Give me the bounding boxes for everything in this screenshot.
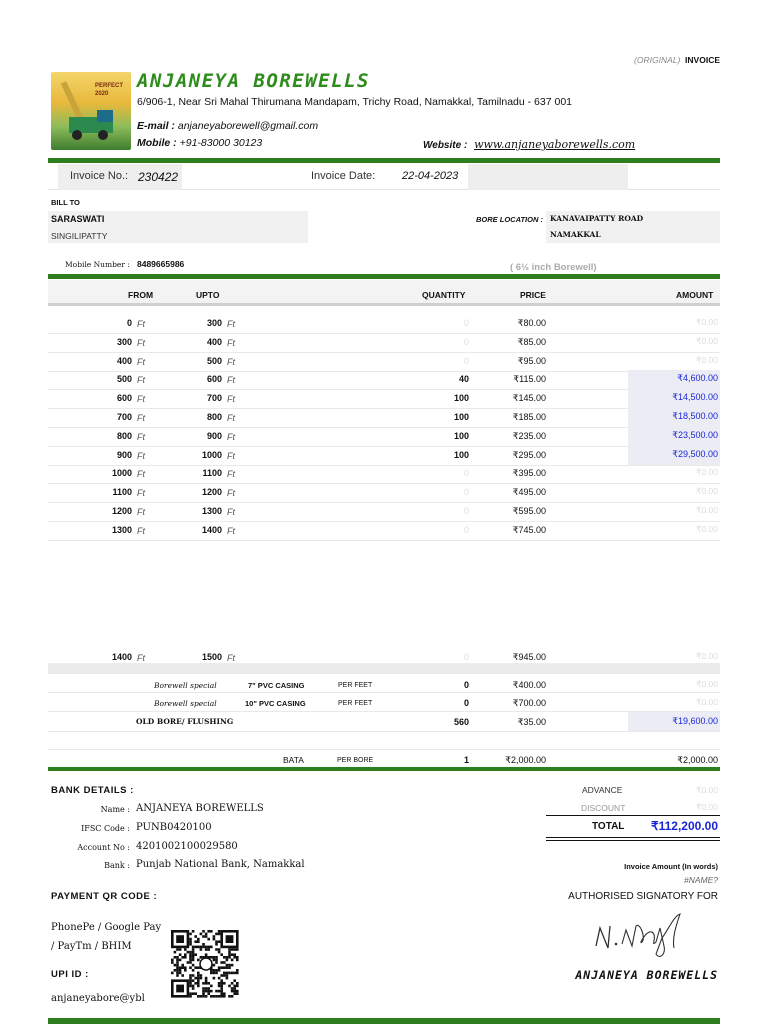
payment-apps-line1: PhonePe / Google Pay [51, 922, 162, 933]
row-11-qty: 0 [463, 525, 469, 535]
payment-apps-line2: / PayTm / BHIM [51, 941, 132, 952]
invoice-info-row [48, 164, 720, 190]
casing-1-per: PER FEET [338, 682, 373, 689]
row-8-price: ₹395.00 [512, 468, 546, 478]
row-7-upto: 1000 [201, 450, 222, 460]
casing-1-amount: ₹0.00 [696, 679, 718, 689]
row-0-price: ₹80.00 [517, 318, 546, 328]
invoice-type-label [560, 55, 720, 65]
row-1-unit: Ft [137, 338, 145, 348]
last-row-from: 1400 [111, 652, 132, 662]
row-1-unit: Ft [227, 338, 235, 348]
row-3-qty: 40 [458, 374, 469, 384]
bank-details-title: BANK DETAILS : [51, 785, 134, 796]
row-10-upto: 1300 [201, 506, 222, 516]
row-10-price: ₹595.00 [512, 506, 546, 516]
advance-value: ₹0.00 [696, 785, 718, 795]
row-6-from: 800 [116, 431, 132, 441]
authorised-signatory-label: AUTHORISED SIGNATORY FOR [568, 891, 718, 902]
row-11-upto: 1400 [201, 525, 222, 535]
casing-2-item: 10" PVC CASING [245, 699, 306, 708]
row-4-upto: 700 [206, 393, 222, 403]
row-9-qty: 0 [463, 487, 469, 497]
row-7-qty: 100 [453, 450, 469, 460]
mobile-label: Mobile : [137, 137, 177, 149]
row-4-price: ₹145.00 [512, 393, 546, 403]
row-9-amount: ₹0.00 [696, 486, 718, 496]
row-6-unit: Ft [137, 432, 145, 442]
row-7-price: ₹295.00 [512, 450, 546, 460]
row-11-from: 1300 [111, 525, 132, 535]
row-2-amount: ₹0.00 [696, 355, 718, 365]
casing-1-price: ₹400.00 [512, 680, 546, 690]
row-2-upto: 500 [206, 356, 222, 366]
row-3-unit: Ft [227, 375, 235, 385]
website-link[interactable]: www.anjaneyaborewells.com [474, 138, 636, 151]
row-8-unit: Ft [137, 469, 145, 479]
header-quantity: QUANTITY [422, 290, 466, 300]
account-no-label: Account No : [77, 843, 130, 852]
header-divider [48, 158, 720, 163]
casing-2-amount: ₹0.00 [696, 697, 718, 707]
row-5-unit: Ft [227, 413, 235, 423]
discount-value: ₹0.00 [696, 802, 718, 812]
row-3-amount: ₹4,600.00 [677, 373, 718, 383]
row-1-amount: ₹0.00 [696, 336, 718, 346]
last-row-qty: 0 [463, 652, 469, 662]
invoice-number: 230422 [138, 170, 179, 184]
row-11-price: ₹745.00 [512, 525, 546, 535]
bank-name: Punjab National Bank, Namakkal [136, 859, 305, 870]
header-amount: AMOUNT [676, 290, 714, 300]
casing-1-qty: 0 [463, 680, 469, 690]
last-row-from-unit: Ft [137, 653, 145, 663]
row-6-upto: 900 [206, 431, 222, 441]
row-5-price: ₹185.00 [512, 412, 546, 422]
row-7-from: 900 [116, 450, 132, 460]
row-2-unit: Ft [137, 357, 145, 367]
row-10-unit: Ft [227, 507, 235, 517]
upi-id: anjaneyabore@ybl [51, 993, 145, 1004]
invoice-label: INVOICE [685, 55, 720, 65]
discount-label: DISCOUNT [581, 803, 626, 813]
row-7-unit: Ft [137, 451, 145, 461]
mobile-value: +91-83000 30123 [179, 137, 263, 149]
casing-2-qty: 0 [463, 698, 469, 708]
row-4-amount: ₹14,500.00 [672, 392, 718, 402]
row-1-from: 300 [116, 337, 132, 347]
row-7-unit: Ft [227, 451, 235, 461]
flushing-qty: 560 [453, 717, 469, 727]
casing-2-label: Borewell special [154, 699, 217, 708]
bata-per: PER BORE [337, 757, 374, 764]
row-3-unit: Ft [137, 375, 145, 385]
row-9-unit: Ft [227, 488, 235, 498]
bore-location-1: KANAVAIPATTY ROAD [550, 214, 644, 223]
row-0-amount: ₹0.00 [696, 317, 718, 327]
last-row-upto: 1500 [201, 652, 222, 662]
casing-2-per: PER FEET [338, 700, 373, 707]
customer-place: SINGILIPATTY [51, 231, 108, 241]
bank-account-name: ANJANEYA BOREWELLS [136, 803, 264, 814]
row-9-from: 1100 [112, 487, 132, 497]
ifsc-label: IFSC Code : [81, 824, 130, 833]
website-line [423, 138, 635, 151]
table-bottom-divider [48, 767, 720, 771]
row-7-amount: ₹29,500.00 [672, 449, 718, 459]
row-5-upto: 800 [206, 412, 222, 422]
row-4-qty: 100 [453, 393, 469, 403]
row-11-amount: ₹0.00 [696, 524, 718, 534]
email-line [137, 120, 318, 132]
customer-name: SARASWATI [51, 214, 105, 224]
upi-label: UPI ID : [51, 969, 89, 980]
row-10-unit: Ft [137, 507, 145, 517]
row-6-amount: ₹23,500.00 [672, 430, 718, 440]
row-3-upto: 600 [206, 374, 222, 384]
row-1-price: ₹85.00 [517, 337, 546, 347]
flushing-amount: ₹19,600.00 [672, 716, 718, 726]
row-3-from: 500 [116, 374, 132, 384]
total-label: TOTAL [592, 821, 625, 832]
row-5-qty: 100 [453, 412, 469, 422]
bill-to-label: BILL TO [51, 198, 80, 207]
header-from: FROM [128, 290, 154, 300]
last-row-amount: ₹0.00 [696, 651, 718, 661]
row-1-upto: 400 [206, 337, 222, 347]
row-1-qty: 0 [463, 337, 469, 347]
company-logo [51, 72, 131, 150]
row-5-amount: ₹18,500.00 [672, 411, 718, 421]
invoice-date: 22-04-2023 [402, 170, 459, 182]
row-2-unit: Ft [227, 357, 235, 367]
row-6-price: ₹235.00 [512, 431, 546, 441]
bore-location-label: BORE LOCATION : [476, 215, 543, 224]
bata-price: ₹2,000.00 [505, 755, 546, 765]
row-0-unit: Ft [137, 319, 145, 329]
last-row-price: ₹945.00 [512, 652, 546, 662]
payment-qr-title: PAYMENT QR CODE : [51, 891, 158, 902]
row-11-unit: Ft [227, 526, 235, 536]
header-price: PRICE [520, 290, 546, 300]
bank-name-label: Name : [100, 805, 130, 814]
row-2-from: 400 [116, 356, 132, 366]
last-row-upto-unit: Ft [227, 653, 235, 663]
email-value: anjaneyaborewell@gmail.com [177, 120, 319, 132]
row-9-unit: Ft [137, 488, 145, 498]
company-name: ANJANEYA BOREWELLS [137, 70, 370, 92]
row-9-price: ₹495.00 [512, 487, 546, 497]
row-8-from: 1000 [111, 468, 132, 478]
row-8-qty: 0 [463, 468, 469, 478]
bata-qty: 1 [463, 755, 469, 765]
row-0-qty: 0 [463, 318, 469, 328]
invoice-date-label: Invoice Date: [311, 170, 376, 182]
row-9-upto: 1200 [201, 487, 222, 497]
invoice-number-label: Invoice No.: [70, 170, 129, 182]
bata-amount: ₹2,000.00 [677, 755, 718, 765]
row-0-upto: 300 [206, 318, 222, 328]
header-upto: UPTO [196, 290, 220, 300]
casing-2-price: ₹700.00 [512, 698, 546, 708]
row-8-unit: Ft [227, 469, 235, 479]
row-5-unit: Ft [137, 413, 145, 423]
website-label: Website : [423, 140, 468, 151]
row-10-qty: 0 [463, 506, 469, 516]
borewell-type: ( 6½ inch Borewell) [510, 262, 597, 273]
amount-in-words-label: Invoice Amount (In words) [624, 862, 718, 871]
signature-image [590, 908, 700, 963]
casing-1-item: 7" PVC CASING [248, 681, 305, 690]
ifsc-code: PUNB0420100 [136, 822, 212, 833]
advance-label: ADVANCE [582, 785, 623, 795]
amount-in-words: #NAME? [683, 875, 718, 885]
row-8-upto: 1100 [202, 468, 222, 478]
row-10-amount: ₹0.00 [696, 505, 718, 515]
row-2-qty: 0 [463, 356, 469, 366]
signatory-company: ANJANEYA BOREWELLS [575, 968, 718, 982]
mobile-line [137, 137, 262, 149]
mobile-number-label: Mobile Number : [65, 260, 130, 269]
row-8-amount: ₹0.00 [696, 467, 718, 477]
customer-mobile: 8489665986 [137, 259, 185, 269]
email-label: E-mail : [137, 120, 175, 132]
row-4-unit: Ft [137, 394, 145, 404]
row-10-from: 1200 [111, 506, 132, 516]
row-5-from: 700 [116, 412, 132, 422]
footer-divider [48, 1018, 720, 1024]
row-6-unit: Ft [227, 432, 235, 442]
row-6-qty: 100 [453, 431, 469, 441]
bata-label: BATA [283, 755, 304, 765]
table-header [48, 280, 720, 306]
row-11-unit: Ft [137, 526, 145, 536]
flushing-price: ₹35.00 [517, 717, 546, 727]
payment-qr-code[interactable] [170, 930, 242, 1000]
row-0-from: 0 [126, 318, 132, 328]
row-3-price: ₹115.00 [513, 374, 546, 384]
company-address: 6/906-1, Near Sri Mahal Thirumana Mandapam, Trichy Road, Namakkal, Tamilnadu - 637 001 [137, 96, 572, 108]
casing-1-label: Borewell special [154, 681, 217, 690]
row-4-unit: Ft [227, 394, 235, 404]
logo-text: PERFECT 2020 [95, 83, 124, 97]
account-number: 4201002100029580 [136, 841, 238, 852]
row-0-unit: Ft [227, 319, 235, 329]
row-2-price: ₹95.00 [517, 356, 546, 366]
table-top-divider [48, 274, 720, 279]
bore-location-2: NAMAKKAL [550, 230, 601, 239]
row-4-from: 600 [116, 393, 132, 403]
flushing-label: OLD BORE/ FLUSHING [136, 717, 234, 726]
bank-label: Bank : [104, 861, 130, 870]
original-label: (ORIGINAL) [634, 55, 681, 65]
total-value: ₹112,200.00 [650, 819, 718, 833]
